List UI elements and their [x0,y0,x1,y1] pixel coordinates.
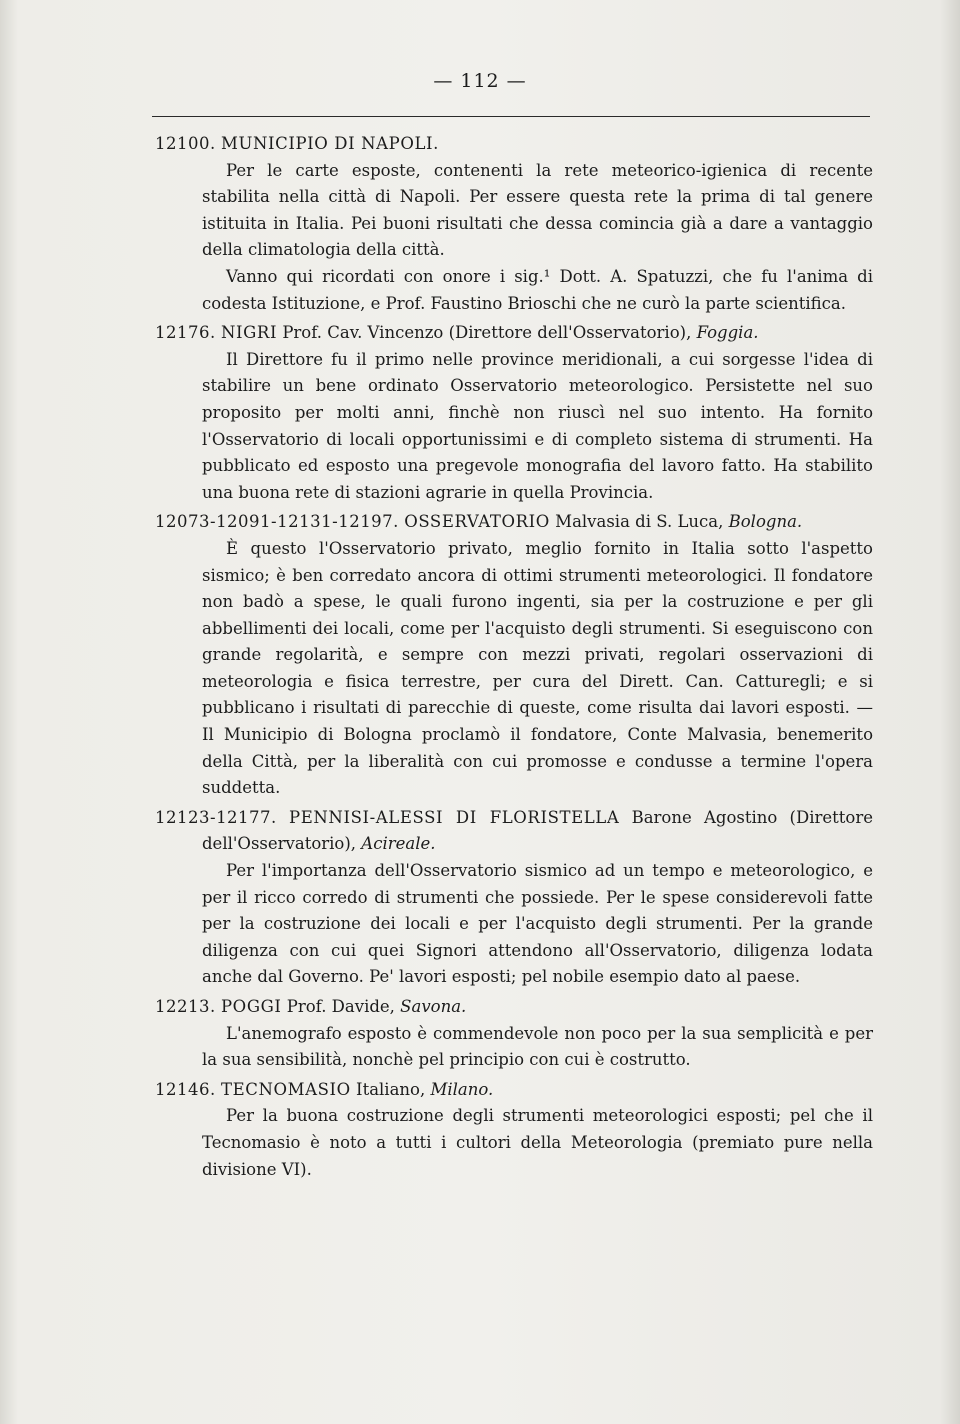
entry-name: PENNISI-ALESSI DI FLORISTELLA [289,807,620,827]
entry-paragraph: Per le carte esposte, contenenti la rete meteorico-igienica di recente stabilita nella città di Napoli. Per essere questa rete la prima di tal genere istituita in Italia. Pei buoni risultati che dessa comincia già a dare a vantaggio della climatologia della città. [202,160,873,260]
entry-heading [155,1077,873,1104]
entry-name: POGGI [220,997,282,1016]
entry-id: 12213. [155,997,216,1016]
entry-description: Prof. Davide, [286,997,395,1016]
entry-place: Milano. [430,1079,494,1099]
entry-name: MUNICIPIO DI NAPOLI. [220,134,439,153]
entry-place: Savona. [400,997,467,1016]
entry-description: Italiano, [356,1079,426,1099]
entry-place: Bologna. [728,512,803,532]
header-rule [152,116,870,117]
entry-heading [155,131,873,158]
entry-paragraph: È questo l'Osservatorio privato, meglio fornito in Italia sotto l'aspetto sismico; è ben corredato ancora di ottimi strumenti meteorologici. Il fondatore non badò a spese, le quali furono ingenti, sia per la costruzione e per gli abbellimenti dei locali, come per l'acquisto degli strumenti. Si eseguiscono con grande regolarità, e sempre con mezzi privati, regolari osservazioni di meteorologia e fisica terrestre, per cura del Dirett. Can. Catturegli; e si pubblicano i risultati di parecchie di queste, come risulta dai lavori esposti. — Il Municipio di Bologna proclamò il fondatore, Conte Malvasia, benemerito della Città, per la liberalità con cui promosse e condusse a termine l'opera suddetta. [202,538,873,798]
entry-paragraph: Vanno qui ricordati con onore i sig.¹ Dott. A. Spatuzzi, che fu l'anima di codesta Istituzione, e Prof. Faustino Brioschi che ne curò la parte scientifica. [202,266,873,313]
entry-name: NIGRI [220,323,278,343]
entry-id: 12100. [155,134,216,153]
entry-name: TECNOMASIO [220,1079,351,1099]
entry-heading [155,509,873,536]
entry-heading [155,994,873,1021]
entry-description: Malvasia di S. Luca, [555,512,724,532]
entry-id: 12073-12091-12131-12197. [155,512,399,532]
page-number: — 112 — [433,70,527,92]
entry-id: 12123-12177. [155,807,277,827]
entry-paragraph: Il Direttore fu il primo nelle province meridionali, a cui sorgesse l'idea di stabilire un bene ordinato Osservatorio meteorologico. Persistette nel suo proposito per molti anni, finchè non riuscì nel suo intento. Ha fornito l'Osservatorio di locali opportunissimi e di completo sistema di strumenti. Ha pubblicato ed esposto una pregevole monografia del lavoro fatto. Ha stabilito una buona rete di stazioni agrarie in quella Provincia. [202,349,873,502]
entry-place: Acireale. [361,834,436,854]
entry-id: 12176. [155,323,216,343]
entry-heading [155,320,873,347]
entry-id: 12146. [155,1079,216,1099]
entry-paragraph: Per l'importanza dell'Osservatorio sismico ad un tempo e meteorologico, e per il ricco corredo di strumenti che possiede. Per le spese considerevoli fatte per la costruzione dei locali e per l'acquisto degli strumenti. Per la grande diligenza con cui quei Signori attendono all'Osservatorio, diligenza lodata anche dal Governo. Pe' lavori esposti; pel nobile esempio dato al paese. [202,861,873,987]
entry-name: OSSERVATORIO [404,512,550,532]
entry-heading [155,805,873,858]
entry-paragraph: L'anemografo esposto è commendevole non poco per la sua semplicità e per la sua sensibilità, nonchè pel principio con cui è costrutto. [202,1023,873,1070]
page-body [155,131,873,1183]
entry-description: Prof. Cav. Vincenzo (Direttore dell'Osservatorio), [282,323,692,343]
entry-description: Barone Agostino (Direttore dell'Osservatorio), [202,807,873,854]
entry-place: Foggia. [696,323,759,343]
entry-paragraph: Per la buona costruzione degli strumenti meteorologici esposti; pel che il Tecnomasio è noto a tutti i cultori della Meteorologia (premiato pure nella divisione VI). [202,1106,873,1179]
